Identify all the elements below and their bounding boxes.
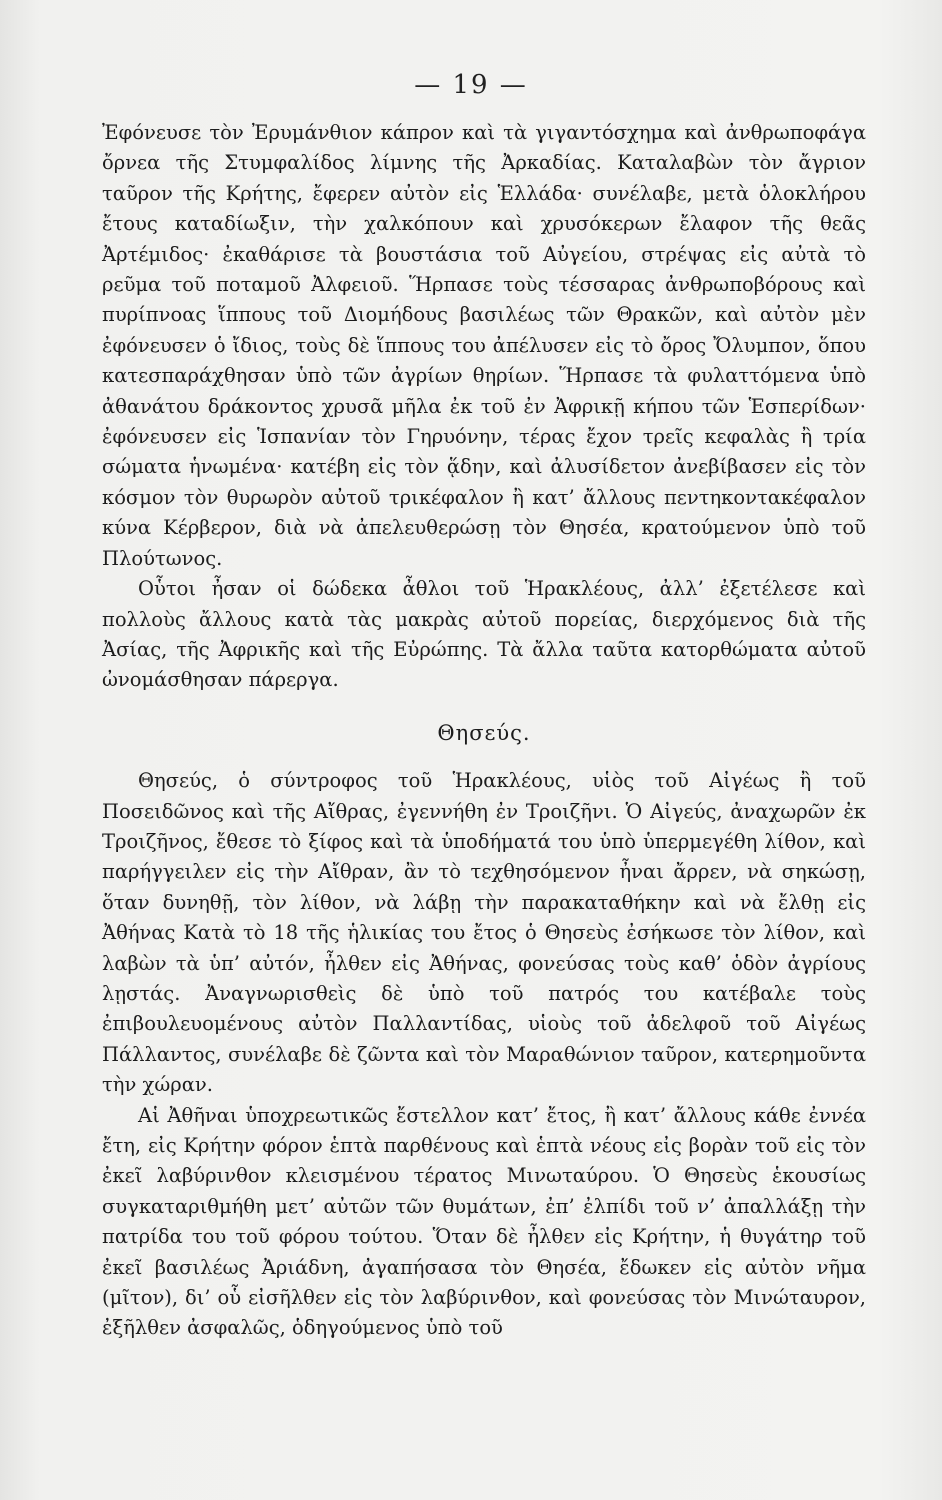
paragraph-herakles-labors: Ἐφόνευσε τὸν Ἐρυμάνθιον κάπρον καὶ τὰ γιγαντόσχημα καὶ ἀνθρωποφάγα ὄρνεα τῆς Στυμφαλίδος λίμνης τῆς Ἀρκαδίας. Καταλαβὼν τὸν ἄγριον ταῦρον τῆς Κρήτης, ἔφερεν αὐτὸν εἰς Ἑλλάδα· συνέλαβε, μετὰ ὁλοκλήρου ἔτους καταδίωξιν, τὴν χαλκόπουν καὶ χρυσόκερων ἔλαφον τῆς θεᾶς Ἀρτέμιδος· ἐκαθάρισε τὰ βουστάσια τοῦ Αὐγείου, στρέψας εἰς αὐτὰ τὸ ρεῦμα τοῦ ποταμοῦ Ἀλφειοῦ. Ἥρπασε τοὺς τέσσαρας ἀνθρωποβόρους καὶ πυρίπνοας ἵππους τοῦ Διομήδους βασιλέως τῶν Θρακῶν, καὶ αὐτὸν μὲν ἐφόνευσεν ὁ ἴδιος, τοὺς δὲ ἵππους του ἀπέλυσεν εἰς τὸ ὄρος Ὄλυμπον, ὅπου κατεσπαράχθησαν ὑπὸ τῶν ἀγρίων θηρίων. Ἥρπασε τὰ φυλαττόμενα ὑπὸ ἀθανάτου δράκοντος χρυσᾶ μῆλα ἐκ τοῦ ἐν Ἀφρικῇ κήπου τῶν Ἑσπερίδων· ἐφόνευσεν εἰς Ἱσπανίαν τὸν Γηρυόνην, τέρας ἔχον τρεῖς κεφαλὰς ἢ τρία σώματα ἡνωμένα· κατέβη εἰς τὸν ᾅδην, καὶ ἀλυσίδετον ἀνεβίβασεν εἰς τὸν κόσμον τὸν θυρωρὸν αὐτοῦ τρικέφαλον ἢ κατ’ ἄλλους πεντηκοντακέφαλον κύνα Κέρβερον, διὰ νὰ ἀπελευθερώσῃ τὸν Θησέα, κρατούμενον ὑπὸ τοῦ Πλούτωνος. [102,121,866,570]
paragraph-minotaur: Αἱ Ἀθῆναι ὑποχρεωτικῶς ἔστελλον κατ’ ἔτος, ἢ κατ’ ἄλλους κάθε ἐννέα ἔτη, εἰς Κρήτην φόρον ἑπτὰ παρθένους καὶ ἑπτὰ νέους εἰς βορὰν τοῦ εἰς τὸν ἐκεῖ λαβύρινθον κλεισμένου τέρατος Μινωταύρου. Ὁ Θησεὺς ἑκουσίως συγκαταριθμήθη μετ’ αὐτῶν τῶν θυμάτων, ἐπ’ ἐλπίδι τοῦ ν’ ἀπαλλάξῃ τὴν πατρίδα του τοῦ φόρου τούτου. Ὅταν δὲ ἦλθεν εἰς Κρήτην, ἡ θυγάτηρ τοῦ ἐκεῖ βασιλέως Ἀριάδνη, ἀγαπήσασα τὸν Θησέα, ἔδωκεν εἰς αὐτὸν νῆμα (μῖτον), δι’ οὗ εἰσῆλθεν εἰς τὸν λαβύρινθον, καὶ φονεύσας τὸν Μινώταυρον, ἐξῆλθεν ἀσφαλῶς, ὁδηγούμενος ὑπὸ τοῦ [102,1103,866,1340]
paragraph-twelve-labors: Οὗτοι ἦσαν οἱ δώδεκα ἆθλοι τοῦ Ἡρακλέους, ἀλλ’ ἐξετέλεσε καὶ πολλοὺς ἄλλους κατὰ τὰς μακρὰς αὐτοῦ πορείας, διερχόμενος διὰ τῆς Ἀσίας, τῆς Ἀφρικῆς καὶ τῆς Εὐρώπης. Τὰ ἄλλα ταῦτα κατορθώματα αὐτοῦ ὠνομάσθησαν πάρεργα. [102,577,866,692]
body-text [102,118,866,1344]
paragraph-theseus-birth: Θησεύς, ὁ σύντροφος τοῦ Ἡρακλέους, υἱὸς τοῦ Αἰγέως ἢ τοῦ Ποσειδῶνος καὶ τῆς Αἴθρας, ἐγεννήθη ἐν Τροιζῆνι. Ὁ Αἰγεύς, ἀναχωρῶν ἐκ Τροιζῆνος, ἔθεσε τὸ ξίφος καὶ τὰ ὑποδήματά του ὑπὸ ὑπερμεγέθη λίθον, καὶ παρήγγειλεν εἰς τὴν Αἴθραν, ἂν τὸ τεχθησόμενον ἦναι ἄρρεν, νὰ σηκώσῃ, ὅταν δυνηθῇ, τὸν λίθον, νὰ λάβῃ τὴν παρακαταθήκην καὶ νὰ ἔλθῃ εἰς Ἀθήνας Κατὰ τὸ 18 τῆς ἡλικίας του ἔτος ὁ Θησεὺς ἐσήκωσε τὸν λίθον, καὶ λαβὼν τὰ ὑπ’ αὐτόν, ἦλθεν εἰς Ἀθήνας, φονεύσας τοὺς καθ’ ὁδὸν ἀγρίους λῃστάς. Ἀναγνωρισθεὶς δὲ ὑπὸ τοῦ πατρός του κατέβαλε τοὺς ἐπιβουλευομένους αὐτὸν Παλλαντίδας, υἱοὺς τοῦ ἀδελφοῦ τοῦ Αἰγέως Πάλλαντος, συνέλαβε δὲ ζῶντα καὶ τὸν Μαραθώνιον ταῦρον, κατερημοῦντα τὴν χώραν. [102,769,866,1097]
section-title: Θησεύς. [437,720,531,745]
page-number: — 19 — [414,70,528,100]
